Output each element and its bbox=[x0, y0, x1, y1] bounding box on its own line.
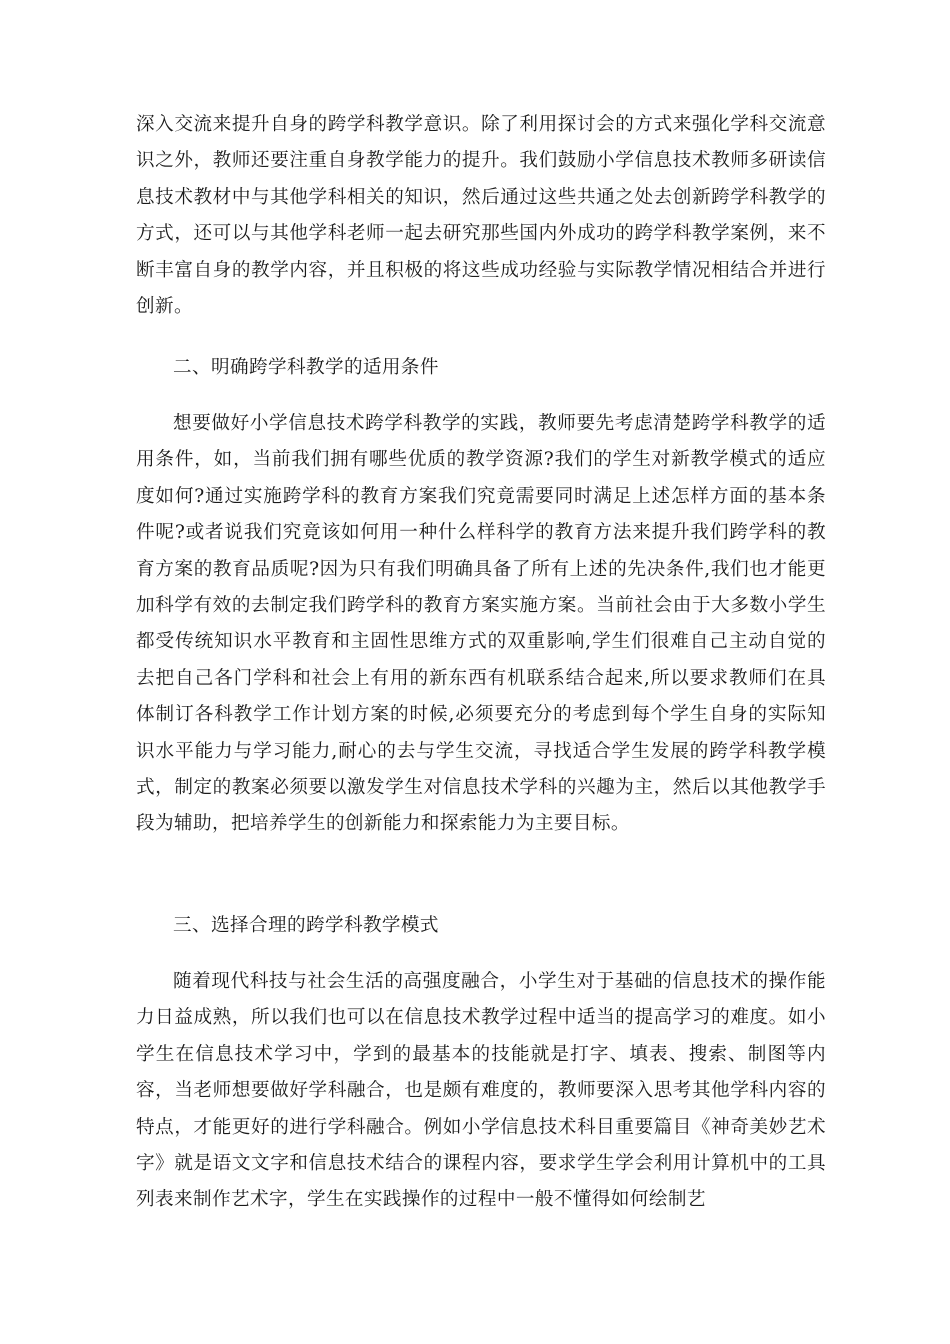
paragraph-section-2: 想要做好小学信息技术跨学科教学的实践，教师要先考虑清楚跨学科教学的适用条件，如，当前我们拥有哪些优质的教学资源?我们的学生对新教学模式的适应度如何?通过实施跨学科的教育方案我们究竟需要同时满足上述怎样方面的基本条件呢?或者说我们究竟该如何用一种什么样科学的教育方法来提升我们跨学科的教育方案的教育品质呢?因为只有我们明确具备了所有上述的先决条件,我们也才能更加科学有效的去制定我们跨学科的教育方案实施方案。当前社会由于大多数小学生都受传统知识水平教育和主固性思维方式的双重影响,学生们很难自己主动自觉的去把自己各门学科和社会上有用的新东西有机联系结合起来,所以要求教师们在具体制订各科教学工作计划方案的时候,必须要充分的考虑到每个学生自身的实际知识水平能力与学习能力,耐心的去与学生交流，寻找适合学生发展的跨学科教学模式，制定的教案必须要以激发学生对信息技术学科的兴趣为主，然后以其他教学手段为辅助，把培养学生的创新能力和探索能力为主要目标。 bbox=[136, 413, 826, 835]
section-heading-2: 二、明确跨学科教学的适用条件 bbox=[173, 357, 439, 378]
paragraph-section-3: 随着现代科技与社会生活的高强度融合，小学生对于基础的信息技术的操作能力日益成熟，所以我们也可以在信息技术教学过程中适当的提高学习的难度。如小学生在信息技术学习中，学到的最基本的技能就是打字、填表、搜索、制图等内容，当老师想要做好学科融合，也是颇有难度的，教师要深入思考其他学科内容的特点，才能更好的进行学科融合。例如小学信息技术科目重要篇目《神奇美妙艺术字》就是语文文字和信息技术结合的课程内容，要求学生学会利用计算机中的工具列表来制作艺术字，学生在实践操作的过程中一般不懂得如何绘制艺 bbox=[136, 971, 826, 1211]
section-heading-3: 三、选择合理的跨学科教学模式 bbox=[173, 915, 439, 936]
paragraph-continuation: 深入交流来提升自身的跨学科教学意识。除了利用探讨会的方式来强化学科交流意识之外，教师还要注重自身教学能力的提升。我们鼓励小学信息技术教师多研读信息技术教材中与其他学科相关的知识，然后通过这些共通之处去创新跨学科教学的方式，还可以与其他学科老师一起去研究那些国内外成功的跨学科教学案例，来不断丰富自身的教学内容，并且积极的将这些成功经验与实际教学情况相结合并进行创新。 bbox=[136, 114, 826, 318]
